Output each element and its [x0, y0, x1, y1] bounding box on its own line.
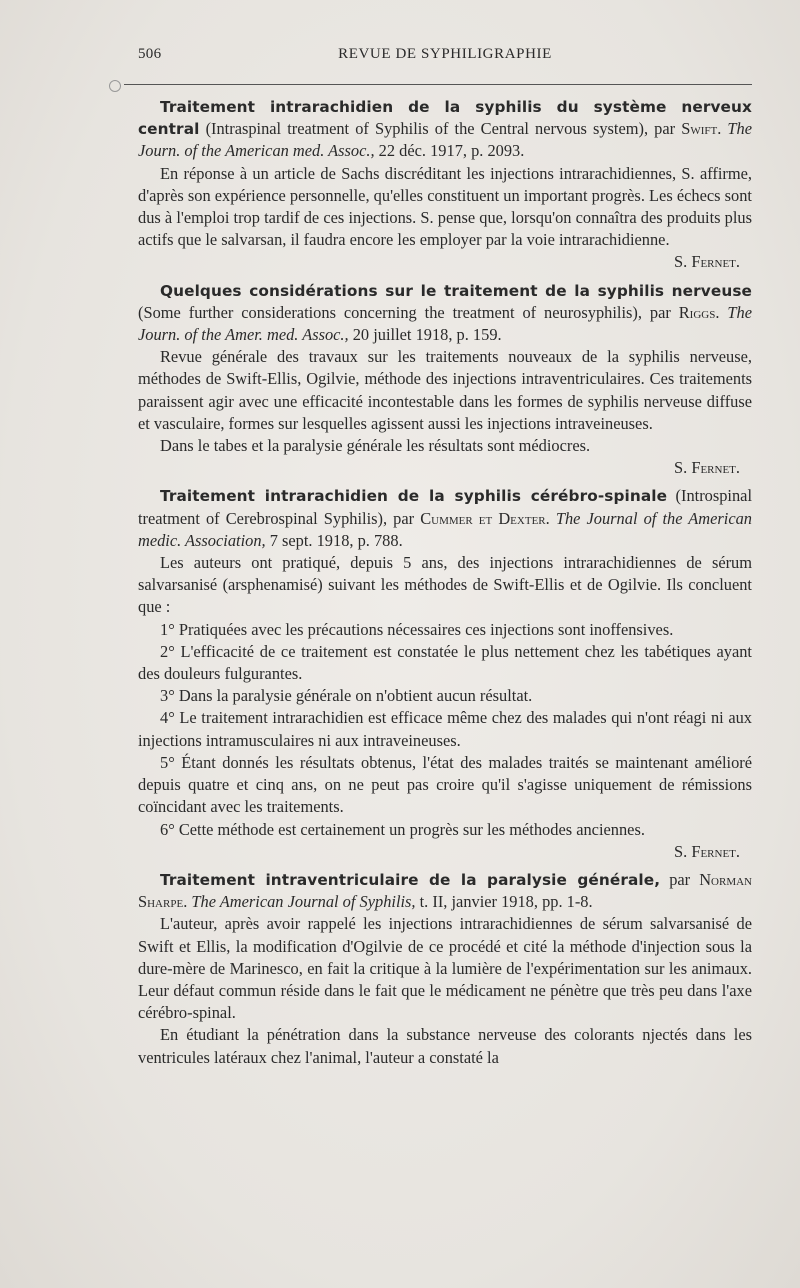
- article: [138, 280, 752, 480]
- margin-circle-mark: [109, 80, 121, 92]
- conclusion-item: 5° Étant donnés les résultats obtenus, l'état des malades traités se maintenant amélioré depuis quatre et cinq ans, on ne peut pas croire qu'il s'agisse uniquement de rémissions coïncidant avec les traitements.: [138, 752, 752, 817]
- article: [138, 96, 752, 274]
- article-paragraph: En réponse à un article de Sachs discréditant les injections intrarachidiennes, S. affirme, d'après son expérience personnelle, qu'elles constituent un important progrès. Les échecs sont dus à l'emploi trop tardif de ces injections. S. pense que, lorsqu'on connaîtra des produits plus actifs que le salvarsan, il faudra encore les employer par la voie intrarachidienne.: [138, 163, 752, 250]
- article-author: Swift: [681, 119, 718, 139]
- article-paragraph: Les auteurs ont pratiqué, depuis 5 ans, des injections intrarachidiennes de sérum salvarsanisé (arsphenamisé) suivant les méthodes de Swift-Ellis et de Ogilvie. Ils concluent que :: [138, 553, 752, 617]
- article-author: Riggs: [678, 302, 716, 322]
- article-heading: Quelques considérations sur le traitement de la syphilis nerveuse (Some further considerations concerning the treatment of neurosyphilis), par Riggs. The Journ. of the Amer. med. Assoc., 20 juillet 1918, p. 159.: [138, 281, 752, 345]
- article-translation: (Intraspinal treatment of Syphilis of the Central nervous system), par: [199, 119, 682, 139]
- article: [138, 485, 752, 862]
- article-paragraph: Revue générale des travaux sur les traitements nouveaux de la syphilis nerveuse, méthodes de Swift-Ellis, Ogilvie, méthode des injections intraventriculaires. Ces traitements paraissent agir avec une efficacité incontestable dans les formes de syphilis nerveuse diffuse et vasculaire, formes sur lesquelles agissent aussi les injections intraveineuses.: [138, 347, 752, 433]
- article-signature: S. Fernet.: [674, 841, 740, 861]
- header-rule: [124, 84, 752, 85]
- article-author: Cummer et Dexter: [420, 508, 546, 528]
- article-translation: par: [660, 869, 700, 889]
- article-translation: (Some further considerations concerning the treatment of neurosyphilis), par: [138, 302, 679, 322]
- article: [138, 869, 752, 1069]
- article-paragraph: L'auteur, après avoir rappelé les injections intrarachidiennes de sérum salvarsanisé de Swift et Ellis, la modification d'Ogilvie de ce procédé et cité la méthode d'injection sous la dure-mère de Marinesco, en fait la critique à la lumière de l'expérimentation sur les animaux. Leur défaut commun réside dans le fait que le médicament ne pénètre que très peu dans l'axe cérébro-spinal.: [138, 914, 752, 1023]
- conclusion-item: 2° L'efficacité de ce traitement est constatée le plus nettement chez les tabétiques ayant des douleurs fulgurantes.: [138, 641, 752, 684]
- article-paragraph: Dans le tabes et la paralysie générale les résultats sont médiocres.: [160, 436, 591, 456]
- article-signature: S. Fernet.: [674, 252, 740, 272]
- article-author: Norman Sharpe: [138, 869, 752, 912]
- article-signature: S. Fernet.: [674, 458, 740, 478]
- page-number: 506: [138, 46, 162, 62]
- article-heading: Traitement intraventriculaire de la paralysie générale, par Norman Sharpe. The American Journal of Syphilis, t. II, janvier 1918, pp. 1-8.: [138, 869, 752, 912]
- article-translation: (Introspinal treatment of Cerebrospinal Syphilis), par: [138, 486, 752, 528]
- article-title: Traitement intrarachidien de la syphilis du système nerveux central: [138, 98, 752, 139]
- conclusion-item: 6° Cette méthode est certainement un progrès sur les méthodes anciennes.: [160, 819, 645, 839]
- article-title: Traitement intraventriculaire de la paralysie générale,: [160, 870, 661, 889]
- conclusion-item: 4° Le traitement intrarachidien est efficace même chez des malades qui n'ont réagi ni aux injections intramusculaires ni aux intraveineuses.: [138, 708, 752, 750]
- article-paragraph: En étudiant la pénétration dans la substance nerveuse des colorants njectés dans les ventricules latéraux chez l'animal, l'auteur a constaté la: [138, 1025, 752, 1067]
- article-heading: Traitement intrarachidien de la syphilis du système nerveux central (Intraspinal treatment of Syphilis of the Central nervous system), par Swift. The Journ. of the American med. Assoc., 22 déc. 1917, p. 2093.: [138, 98, 752, 161]
- article-reference: 22 déc. 1917, p. 2093.: [374, 141, 525, 161]
- article-title: Traitement intrarachidien de la syphilis cérébro-spinale: [160, 487, 668, 506]
- article-journal: The American Journal of Syphilis,: [191, 892, 416, 912]
- article-reference: 20 juillet 1918, p. 159.: [348, 325, 502, 345]
- article-journal: The Journal of the American medic. Association,: [138, 508, 752, 550]
- conclusion-item: 3° Dans la paralysie générale on n'obtient aucun résultat.: [160, 686, 533, 706]
- article-reference: t. II, janvier 1918, pp. 1-8.: [415, 892, 593, 912]
- running-title: REVUE DE SYPHILIGRAPHIE: [338, 46, 552, 62]
- article-journal: The Journ. of the Amer. med. Assoc.,: [138, 302, 752, 345]
- article-title: Quelques considérations sur le traitement de la syphilis nerveuse: [160, 281, 752, 300]
- conclusion-item: 1° Pratiquées avec les précautions nécessaires ces injections sont inoffensives.: [160, 619, 674, 639]
- article-list: [138, 96, 752, 1075]
- article-journal: The Journ. of the American med. Assoc.,: [138, 119, 752, 161]
- page-header: [138, 46, 752, 70]
- article-reference: 7 sept. 1918, p. 788.: [265, 530, 403, 550]
- article-heading: Traitement intrarachidien de la syphilis cérébro-spinale (Introspinal treatment of Cerebrospinal Syphilis), par Cummer et Dexter. The Journal of the American medic. Association, 7 sept. 1918, p. 788.: [138, 486, 752, 550]
